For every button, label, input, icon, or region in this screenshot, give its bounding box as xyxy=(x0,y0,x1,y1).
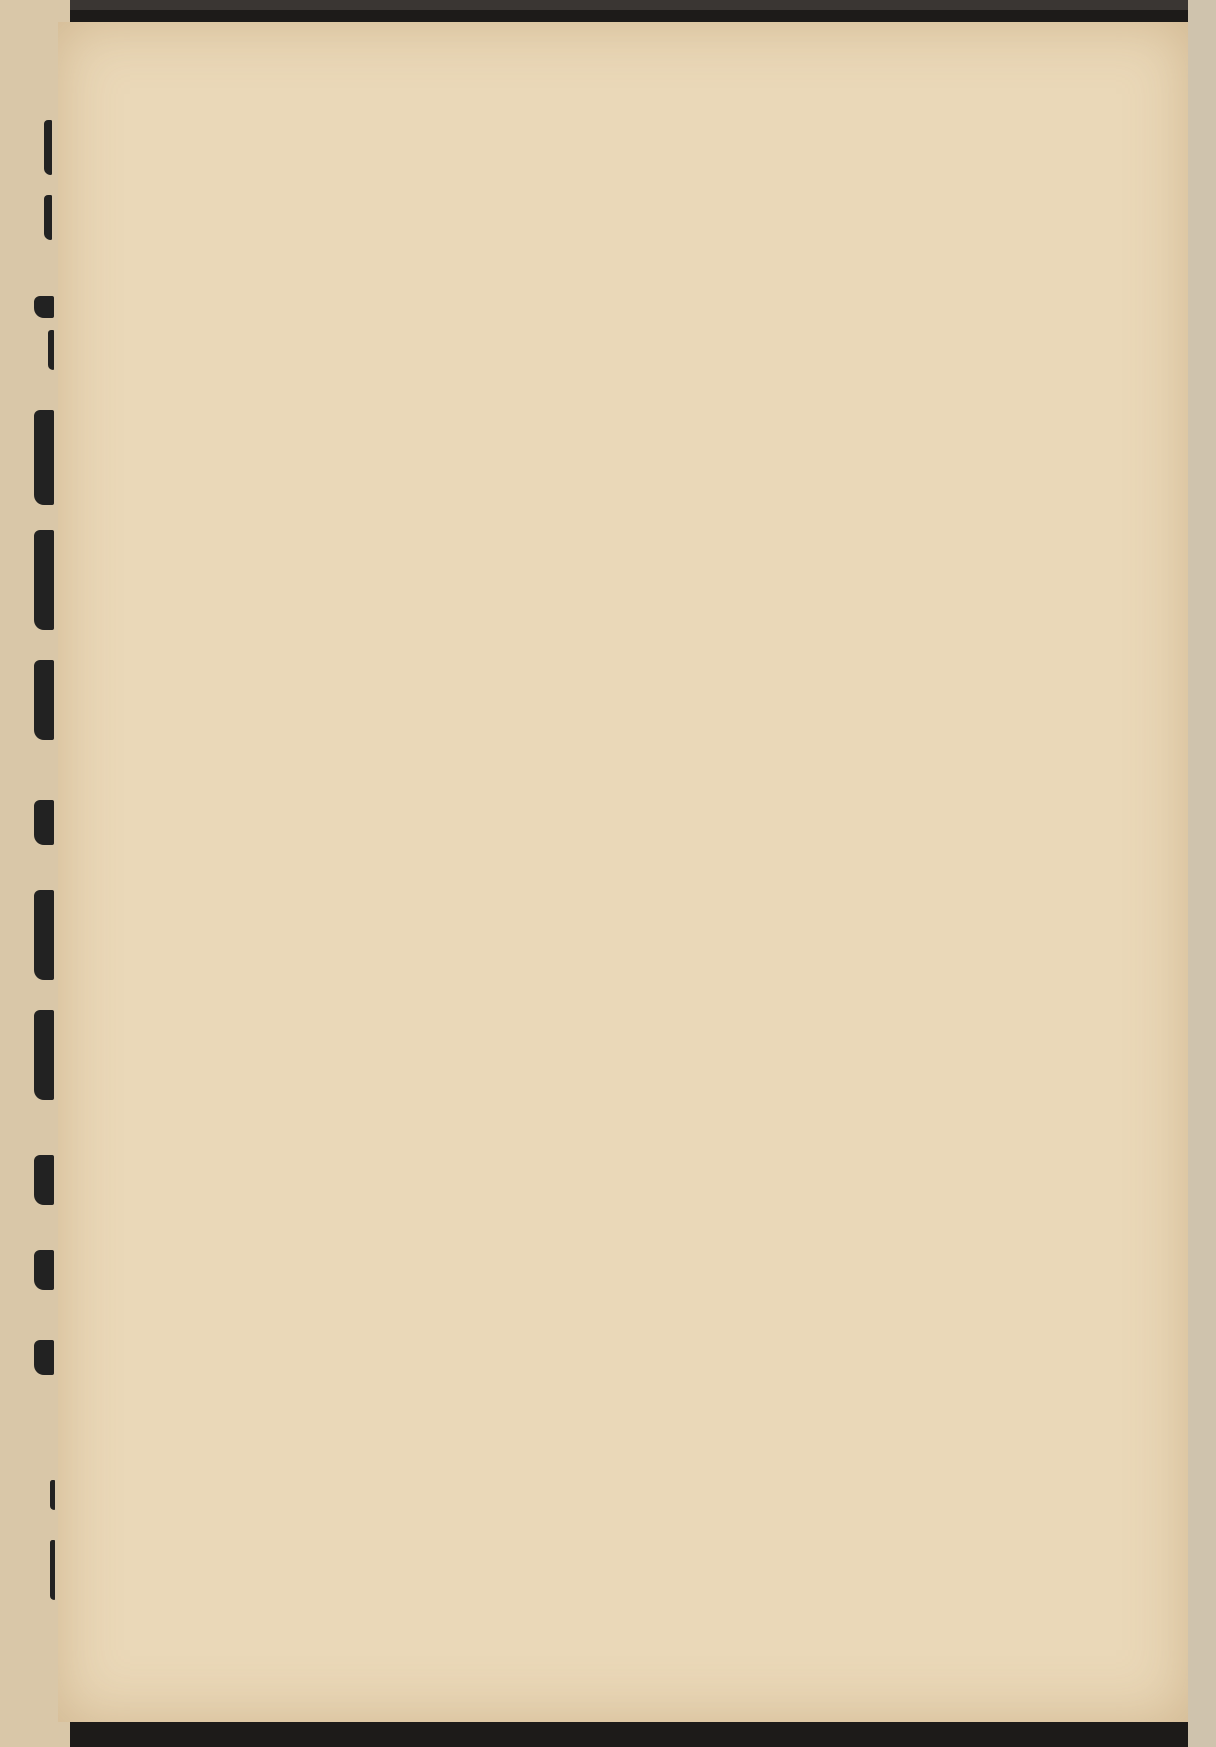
binding-mark xyxy=(34,1155,54,1205)
binding-mark xyxy=(34,530,54,630)
binding-mark xyxy=(34,296,54,318)
binding-mark xyxy=(34,890,54,980)
binding-mark xyxy=(34,1340,54,1375)
binding-mark xyxy=(34,1010,54,1100)
document-body xyxy=(178,173,1108,197)
binding-mark xyxy=(48,330,54,370)
binding-mark xyxy=(34,660,54,740)
binding-mark xyxy=(34,410,54,505)
binding-mark xyxy=(44,195,52,240)
binding-mark xyxy=(50,1480,55,1510)
scan-top-edge xyxy=(0,0,1216,10)
binding-mark xyxy=(34,1250,54,1290)
binding-mark xyxy=(50,1540,55,1600)
binding-mark xyxy=(44,120,52,175)
document-page xyxy=(58,22,1188,1722)
binding-mark xyxy=(34,800,54,845)
scan-right-edge xyxy=(1188,0,1216,1747)
